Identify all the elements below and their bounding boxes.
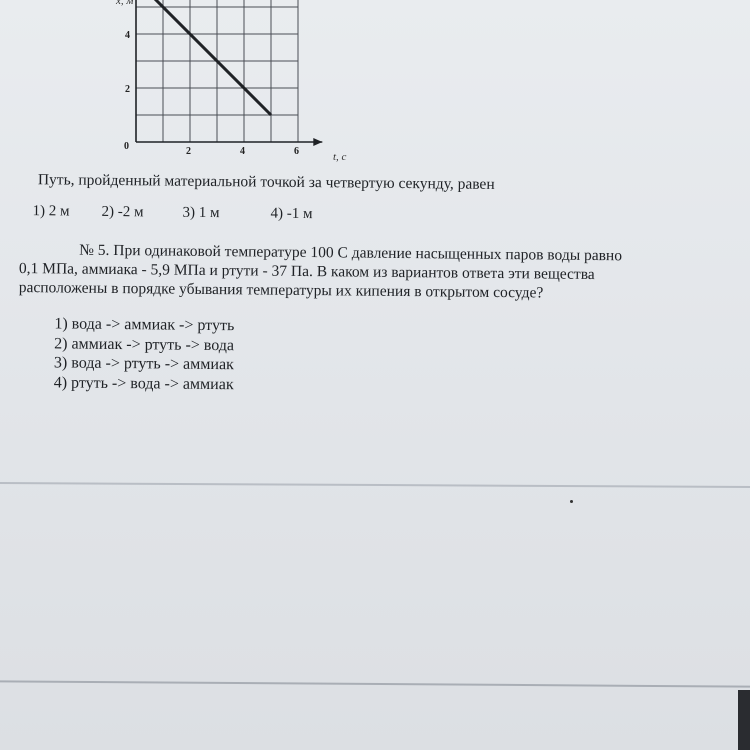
question4-option: 2) -2 м (101, 203, 144, 221)
series-line (136, 0, 271, 115)
chart-svg (100, 0, 360, 170)
question4-stem: Путь, пройденный материальной точкой за четвертую секунду, равен (37, 171, 495, 193)
question5-stem (18, 240, 739, 302)
x-tick-label: 6 (294, 146, 299, 157)
question5-option: 1) вода -> аммиак -> ртуть (54, 315, 235, 335)
question5-line: 0,1 МПа, аммиака - 5,9 МПа и ртути - 37 Па. В каком из вариантов ответа эти вещества (18, 259, 595, 284)
question4-option: 4) -1 м (270, 205, 313, 223)
x-axis-label: t, с (333, 151, 347, 163)
paper-speck (570, 500, 573, 503)
x-axis-arrow (313, 138, 322, 146)
position-time-chart (100, 0, 360, 170)
x-tick-label: 2 (186, 146, 191, 157)
question4-option: 1) 2 м (32, 203, 70, 220)
x-tick-label: 4 (240, 146, 245, 157)
question5-option: 4) ртуть -> вода -> аммиак (53, 373, 234, 393)
x-tick-label: 0 (124, 141, 129, 152)
question5-options (54, 314, 235, 394)
question4-option: 3) 1 м (182, 204, 220, 222)
background-edge (738, 690, 750, 750)
paper-fold-line (0, 482, 750, 488)
y-tick-label: 4 (125, 30, 130, 41)
paper-fold-line (0, 680, 750, 687)
question5-line: расположены в порядке убывания температуры их кипения в открытом сосуде? (18, 278, 544, 302)
question5-line: № 5. При одинаковой температуре 100 С давление насыщенных паров воды равно (79, 241, 623, 265)
question5-option: 3) вода -> ртуть -> аммиак (53, 354, 234, 374)
y-tick-label: 2 (125, 84, 130, 95)
y-axis-label: x, м (116, 0, 134, 7)
question5-option: 2) аммиак -> ртуть -> вода (54, 334, 235, 354)
